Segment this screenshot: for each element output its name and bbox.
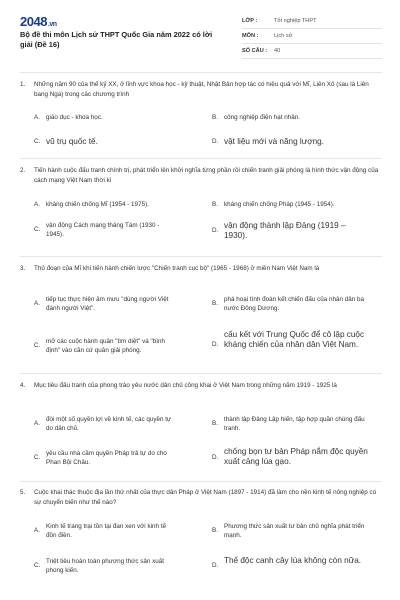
option-text: Thế độc canh cây lúa không còn nữa.: [224, 556, 362, 565]
question-stem: Cuộc khai thác thuộc địa lần thứ nhất của thực dân Pháp ở Việt Nam (1897 - 1914) đã làm cho nền kinh tế nông nghiệp có sự chuyển biến như thế nào?: [34, 489, 377, 506]
document-title: Bộ đề thi môn Lịch sử THPT Quốc Gia năm 2022 có lời giải (Đề 16): [20, 30, 213, 49]
option-letter: B.: [212, 527, 218, 534]
option-letter: C.: [34, 342, 41, 349]
question-number: 4.: [20, 382, 26, 389]
option-text: chống bọn tư bản Pháp nắm độc quyền xuất cảng lúa gạo.: [224, 447, 368, 467]
question-divider: [20, 373, 382, 374]
logo-text: 2048: [20, 14, 47, 29]
option-letter: C.: [34, 454, 41, 461]
option-text: Triệt tiêu hoàn toàn phương thức sản xuất phong kiến.: [46, 558, 165, 575]
option-letter: A.: [34, 114, 40, 121]
option-text: thành lập Đảng Lập hiến, tập hợp quần chúng đấu tranh.: [224, 416, 365, 433]
meta-key: MÔN :: [242, 33, 259, 39]
option-letter: D.: [212, 562, 219, 569]
option-text: đòi một số quyền lợi về kinh tế, các quyền tự do dân chủ.: [46, 416, 172, 433]
option-letter: C.: [34, 138, 41, 145]
option-text: vận động Cách mạng tháng Tám (1930 - 1945).: [46, 222, 160, 239]
option-letter: A.: [34, 420, 40, 427]
option-letter: D.: [212, 341, 219, 348]
meta-value: Lịch sử: [274, 33, 293, 39]
meta-row-count: [242, 44, 382, 59]
option-letter: D.: [212, 454, 219, 461]
question-stem: Tiến hành cuộc đấu tranh chính trị, phát triển lên khởi nghĩa từng phần rồi chiến tranh giải phóng là hình thức vận động của cách mạng Việt Nam thời kì: [34, 167, 379, 184]
question-divider: [20, 158, 382, 159]
question-divider: [20, 256, 382, 257]
option-text: Phương thức sản xuất tư bản chủ nghĩa phát triển mạnh.: [224, 523, 365, 540]
meta-row-class: [242, 14, 382, 29]
question-divider: [20, 481, 382, 482]
option-letter: B.: [212, 300, 218, 307]
header-divider: [20, 72, 382, 73]
option-letter: D.: [212, 227, 219, 234]
site-logo[interactable]: [20, 14, 57, 29]
option-letter: D.: [212, 138, 219, 145]
meta-value: 40: [274, 48, 281, 54]
meta-key: SỐ CÂU :: [242, 48, 268, 54]
question-4: [20, 381, 382, 391]
option-text: vũ trụ quốc tế.: [46, 137, 98, 146]
meta-row-subject: [242, 29, 382, 44]
option-text: vận động thành lập Đảng (1919 – 1930).: [224, 221, 346, 241]
option-letter: C.: [34, 226, 41, 233]
question-5: [20, 488, 382, 507]
question-number: 5.: [20, 489, 26, 496]
option-letter: B.: [212, 114, 218, 121]
option-letter: A.: [34, 201, 40, 208]
option-letter: B.: [212, 420, 218, 427]
document-header: [20, 14, 382, 60]
question-1: [20, 80, 382, 99]
option-text: vật liệu mới và năng lượng.: [224, 137, 324, 146]
option-text: kháng chiến chống Pháp (1945 - 1954).: [224, 201, 335, 208]
option-letter: A.: [34, 300, 40, 307]
option-letter: B.: [212, 201, 218, 208]
question-stem: Những năm 90 của thế kỷ XX, ở lĩnh vực khoa học - kỹ thuật, Nhật Bản hợp tác có hiệu quả với Mĩ, Liên Xô (sau là Liên bang Nga) trong các chương trình: [34, 81, 369, 98]
option-text: kháng chiến chống Mĩ (1954 - 1975).: [46, 201, 149, 208]
option-text: công nghiệp điện hạt nhân.: [224, 114, 300, 121]
question-3: [20, 264, 382, 274]
meta-table: [242, 14, 382, 59]
option-text: cấu kết với Trung Quốc để cô lập cuộc kháng chiến của nhân dân Việt Nam.: [224, 330, 365, 350]
question-2: [20, 166, 382, 185]
option-text: giáo dục - khoa học.: [46, 114, 103, 121]
logo-suffix: .vn: [47, 21, 57, 28]
question-number: 1.: [20, 81, 26, 88]
option-text: mở các cuộc hành quân "tìm diệt" và "bình định" vào căn cứ quân giải phóng.: [46, 338, 165, 355]
option-letter: A.: [34, 527, 40, 534]
option-text: yêu cầu nhà cầm quyền Pháp trả tự do cho Phan Bội Châu.: [46, 450, 167, 467]
meta-value: Tốt nghiệp THPT: [274, 18, 317, 24]
meta-key: LỚP :: [242, 18, 258, 24]
question-stem: Thủ đoạn của Mĩ khi tiến hành chiến lược "Chiến tranh cục bộ" (1965 - 1968) ở miền Nam Việt Nam là: [34, 265, 320, 272]
question-number: 2.: [20, 167, 26, 174]
option-letter: C.: [34, 562, 41, 569]
option-text: tiếp tục thực hiện âm mưu "dùng người Việt đánh người Việt".: [46, 296, 169, 313]
option-text: phá hoại tình đoàn kết chiến đấu của nhân dân ba nước Đông Dương.: [224, 296, 365, 313]
question-number: 3.: [20, 265, 26, 272]
option-text: Kinh tế trang trại tồn tại đan xen với kinh tế đồn điền.: [46, 523, 166, 540]
question-stem: Mục tiêu đấu tranh của phong trào yêu nước dân chủ công khai ở Việt Nam trong những năm 1919 - 1925 là: [34, 382, 337, 389]
